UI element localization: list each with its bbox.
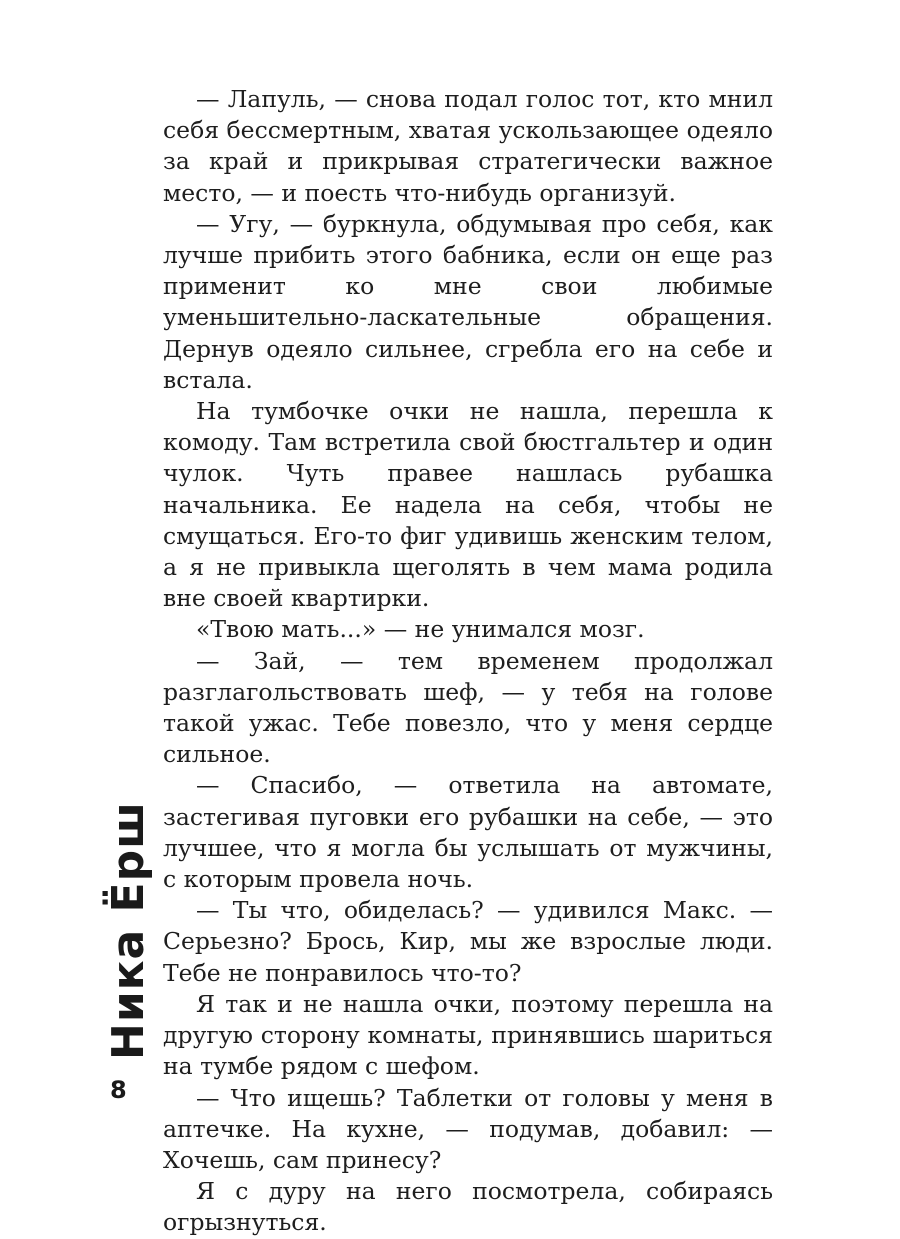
paragraph-7: — Ты что, обиделась? — удивился Макс. — Серьезно? Брось, Кир, мы же взрослые люди. Тебе не понравилось что-то? — [163, 896, 773, 987]
paragraph-10: Я с дуру на него посмотрела, собираясь огрызнуться. — [163, 1177, 773, 1237]
author-running-head: Ника Ёрш — [103, 801, 154, 1060]
paragraph-6: — Спасибо, — ответила на автомате, застегивая пуговки его рубашки на себе, — это лучшее, что я могла бы услышать от мужчины, с которым провела ночь. — [163, 771, 773, 894]
paragraph-3: На тумбочке очки не нашла, перешла к комоду. Там встретила свой бюстгальтер и один чулок. Чуть правее нашлась рубашка начальника. Ее надела на себя, чтобы не смущаться. Его-то фиг удивишь женским телом, а я не привыкла щеголять в чем мама родила вне своей квартирки. — [163, 397, 773, 613]
paragraph-8: Я так и не нашла очки, поэтому перешла на другую сторону комнаты, принявшись шариться на тумбе рядом с шефом. — [163, 989, 773, 1081]
paragraph-4: «Твою мать...» — не унимался мозг. — [196, 615, 645, 644]
page-number: 8 — [110, 1076, 127, 1104]
paragraph-2: — Угу, — буркнула, обдумывая про себя, как лучше прибить этого бабника, если он еще раз применит ко мне свои любимые уменьшительно-ласкательные обращения. Дернув одеяло сильнее, сгребла его на себе и встала. — [163, 209, 773, 394]
paragraph-1: — Лапуль, — снова подал голос тот, кто мнил себя бессмертным, хватая ускользающее одеяло за край и прикрывая стратегически важное место, — и поесть что-нибудь организуй. — [163, 85, 773, 207]
body-text — [163, 84, 773, 1239]
paragraph-5: — Зай, — тем временем продолжал разглагольствовать шеф, — у тебя на голове такой ужас. Тебе повезло, что у меня сердце сильное. — [163, 646, 773, 769]
paragraph-9: — Что ищешь? Таблетки от головы у меня в аптечке. На кухне, — подумав, добавил: — Хочешь, сам принесу? — [163, 1083, 773, 1174]
